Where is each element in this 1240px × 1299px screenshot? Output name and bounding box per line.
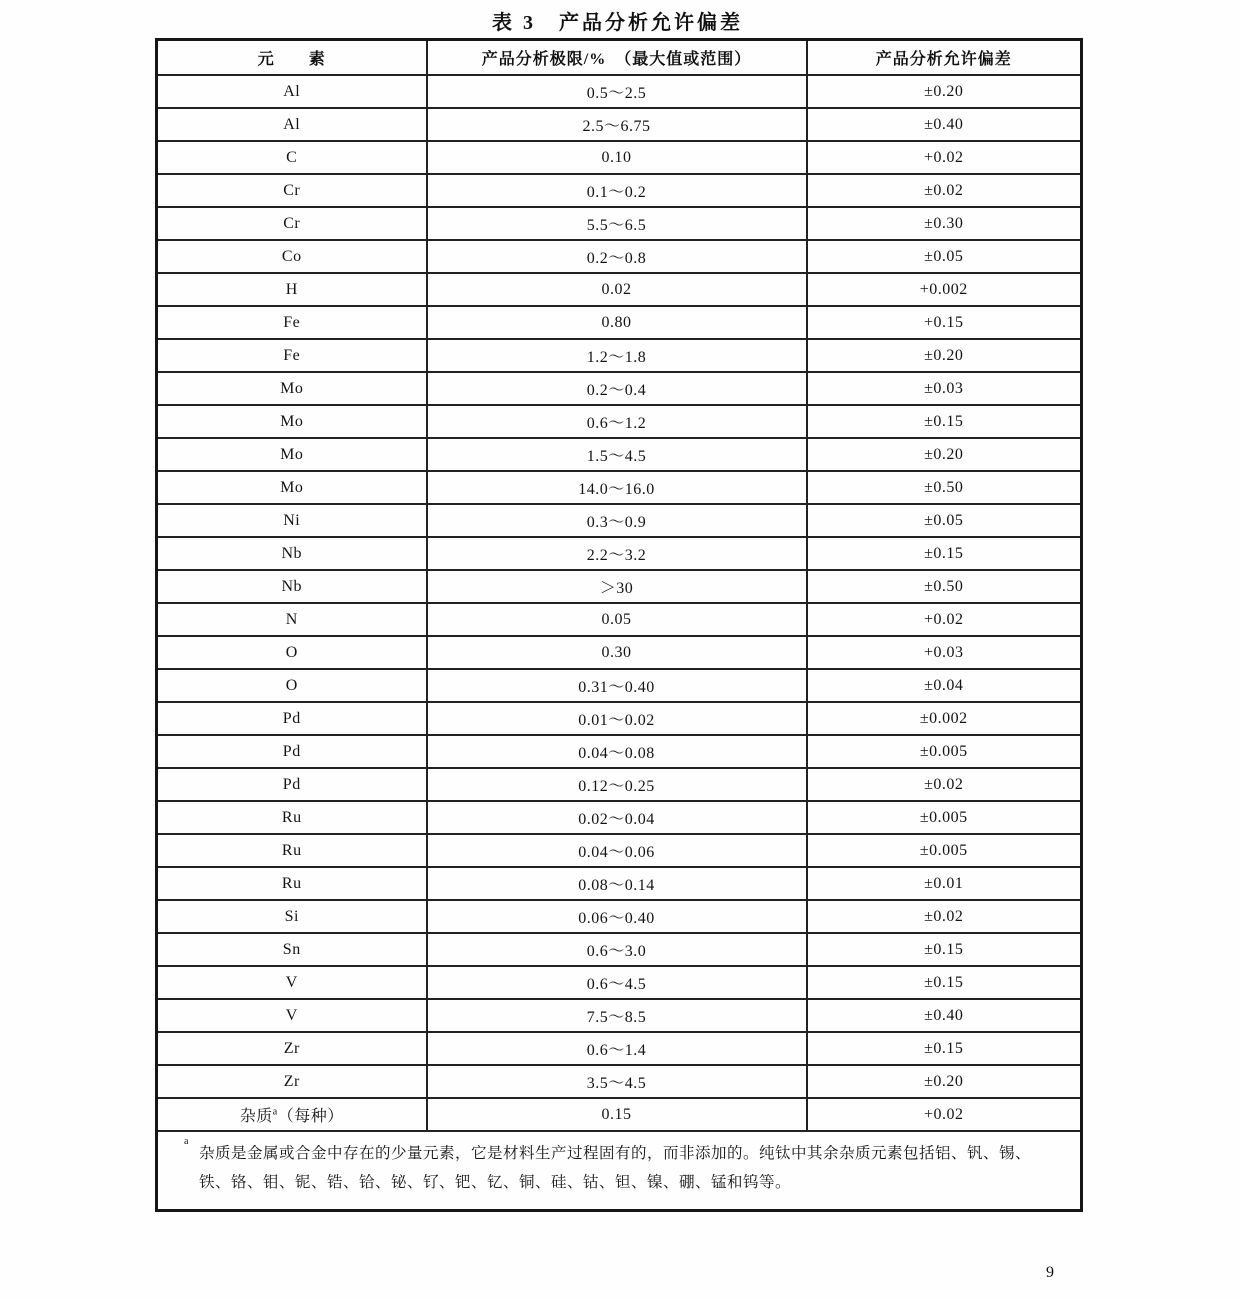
table-row: [157, 141, 1082, 174]
deviation-cell: ±0.20: [807, 75, 1082, 108]
element-cell: Al: [157, 75, 427, 108]
table-row: [157, 603, 1082, 636]
table-row: [157, 372, 1082, 405]
deviation-cell: +0.02: [807, 603, 1082, 636]
table-row: [157, 339, 1082, 372]
deviation-cell: ±0.20: [807, 1065, 1082, 1098]
table-row: [157, 801, 1082, 834]
table-row: [157, 900, 1082, 933]
deviation-cell: ±0.15: [807, 966, 1082, 999]
footnote-ref: a: [272, 1106, 278, 1118]
deviation-cell: ±0.30: [807, 207, 1082, 240]
deviation-cell: +0.03: [807, 636, 1082, 669]
element-cell: Fe: [157, 306, 427, 339]
limit-cell: 0.05: [427, 603, 807, 636]
deviation-cell: ±0.02: [807, 174, 1082, 207]
deviation-cell: ±0.50: [807, 570, 1082, 603]
table-row: [157, 1032, 1082, 1065]
deviation-cell: ±0.02: [807, 768, 1082, 801]
element-cell: Mo: [157, 438, 427, 471]
limit-cell: 0.04～0.06: [427, 834, 807, 867]
deviation-cell: ±0.50: [807, 471, 1082, 504]
limit-cell: 5.5～6.5: [427, 207, 807, 240]
footnote-cell: [157, 1131, 1082, 1211]
analysis-table: [155, 38, 1083, 1212]
table-row: [157, 966, 1082, 999]
deviation-cell: ±0.40: [807, 108, 1082, 141]
limit-cell: 0.2～0.4: [427, 372, 807, 405]
deviation-cell: ±0.15: [807, 1032, 1082, 1065]
element-cell: Si: [157, 900, 427, 933]
limit-cell: 0.04～0.08: [427, 735, 807, 768]
deviation-cell: ±0.04: [807, 669, 1082, 702]
limit-cell: 0.02～0.04: [427, 801, 807, 834]
limit-cell: 0.2～0.8: [427, 240, 807, 273]
table-row: [157, 570, 1082, 603]
element-cell: Sn: [157, 933, 427, 966]
element-cell: V: [157, 999, 427, 1032]
deviation-cell: ±0.005: [807, 801, 1082, 834]
deviation-cell: +0.15: [807, 306, 1082, 339]
table-row: [157, 735, 1082, 768]
limit-cell: 3.5～4.5: [427, 1065, 807, 1098]
deviation-cell: +0.02: [807, 1098, 1082, 1131]
table-row: [157, 438, 1082, 471]
element-cell: Mo: [157, 405, 427, 438]
limit-cell: 2.2～3.2: [427, 537, 807, 570]
table-row: [157, 1065, 1082, 1098]
table-row: [157, 405, 1082, 438]
element-cell: H: [157, 273, 427, 306]
element-cell: Ru: [157, 867, 427, 900]
table-header-row: [157, 40, 1082, 76]
limit-cell: 0.08～0.14: [427, 867, 807, 900]
table-title: 表 3 产品分析允许偏差: [492, 12, 743, 34]
table-row: [157, 669, 1082, 702]
limit-cell: 0.1～0.2: [427, 174, 807, 207]
limit-cell: 0.3～0.9: [427, 504, 807, 537]
deviation-cell: ±0.005: [807, 834, 1082, 867]
limit-cell: 2.5～6.75: [427, 108, 807, 141]
page-number: 9: [1046, 1264, 1054, 1281]
limit-cell: 0.10: [427, 141, 807, 174]
limit-cell: 1.2～1.8: [427, 339, 807, 372]
deviation-cell: ±0.20: [807, 339, 1082, 372]
element-cell: Zr: [157, 1065, 427, 1098]
deviation-cell: ±0.15: [807, 537, 1082, 570]
limit-cell: 0.02: [427, 273, 807, 306]
footnote-marker: a: [184, 1136, 189, 1147]
header-deviation: 产品分析允许偏差: [807, 40, 1082, 76]
analysis-table-body: [157, 75, 1082, 1131]
table-row: [157, 867, 1082, 900]
element-cell: Cr: [157, 207, 427, 240]
element-cell: 杂质$^a$（每种）: [157, 1098, 427, 1131]
table-row: [157, 504, 1082, 537]
footnote-text: 杂质是金属或合金中存在的少量元素，它是材料生产过程固有的，而非添加的。纯钛中其余杂质元素包括铝、钒、锡、铁、铬、钼、铌、锆、铪、铋、钌、钯、钇、铜、硅、钴、钽、镍、硼、锰和钨等。: [198, 1145, 1031, 1191]
table-row: [157, 834, 1082, 867]
limit-cell: 0.15: [427, 1098, 807, 1131]
element-cell: Pd: [157, 768, 427, 801]
deviation-cell: ±0.05: [807, 240, 1082, 273]
limit-cell: 1.5～4.5: [427, 438, 807, 471]
limit-cell: 0.80: [427, 306, 807, 339]
table-row: [157, 207, 1082, 240]
deviation-cell: ±0.03: [807, 372, 1082, 405]
element-cell: O: [157, 636, 427, 669]
deviation-cell: ±0.15: [807, 933, 1082, 966]
table-row: [157, 537, 1082, 570]
element-cell: Ru: [157, 834, 427, 867]
deviation-cell: ±0.01: [807, 867, 1082, 900]
table-row: [157, 273, 1082, 306]
element-cell: O: [157, 669, 427, 702]
element-cell: Zr: [157, 1032, 427, 1065]
limit-cell: 0.01～0.02: [427, 702, 807, 735]
deviation-cell: ±0.02: [807, 900, 1082, 933]
limit-cell: 0.6～4.5: [427, 966, 807, 999]
table-row: [157, 174, 1082, 207]
deviation-cell: ±0.002: [807, 702, 1082, 735]
deviation-cell: ±0.05: [807, 504, 1082, 537]
element-cell: Mo: [157, 471, 427, 504]
element-cell: Pd: [157, 702, 427, 735]
deviation-cell: +0.02: [807, 141, 1082, 174]
limit-cell: 0.6～3.0: [427, 933, 807, 966]
limit-cell: 7.5～8.5: [427, 999, 807, 1032]
table-row: [157, 702, 1082, 735]
deviation-cell: +0.002: [807, 273, 1082, 306]
element-cell: Co: [157, 240, 427, 273]
element-cell: Ru: [157, 801, 427, 834]
footnote-row: [157, 1131, 1082, 1211]
table-row: [157, 471, 1082, 504]
footnote: [184, 1136, 1062, 1197]
element-cell: Ni: [157, 504, 427, 537]
limit-cell: ＞30: [427, 570, 807, 603]
table-row: [157, 636, 1082, 669]
header-element: 元 素: [157, 40, 427, 76]
element-cell: Nb: [157, 570, 427, 603]
limit-cell: 0.12～0.25: [427, 768, 807, 801]
table-row: [157, 306, 1082, 339]
table-row: [157, 768, 1082, 801]
limit-cell: 0.06～0.40: [427, 900, 807, 933]
limit-cell: 14.0～16.0: [427, 471, 807, 504]
table-row: [157, 933, 1082, 966]
table-row: [157, 999, 1082, 1032]
element-cell: Al: [157, 108, 427, 141]
deviation-cell: ±0.20: [807, 438, 1082, 471]
element-cell: Pd: [157, 735, 427, 768]
limit-cell: 0.31～0.40: [427, 669, 807, 702]
table-row: [157, 108, 1082, 141]
limit-cell: 0.5～2.5: [427, 75, 807, 108]
element-cell: Fe: [157, 339, 427, 372]
table-row: [157, 240, 1082, 273]
table-row: [157, 1098, 1082, 1131]
limit-cell: 0.30: [427, 636, 807, 669]
limit-cell: 0.6～1.2: [427, 405, 807, 438]
element-cell: C: [157, 141, 427, 174]
element-cell: V: [157, 966, 427, 999]
deviation-cell: ±0.40: [807, 999, 1082, 1032]
element-cell: Nb: [157, 537, 427, 570]
element-cell: Cr: [157, 174, 427, 207]
limit-cell: 0.6～1.4: [427, 1032, 807, 1065]
element-cell: Mo: [157, 372, 427, 405]
header-limit: 产品分析极限/% （最大值或范围）: [427, 40, 807, 76]
deviation-cell: ±0.15: [807, 405, 1082, 438]
deviation-cell: ±0.005: [807, 735, 1082, 768]
table-row: [157, 75, 1082, 108]
element-cell: N: [157, 603, 427, 636]
